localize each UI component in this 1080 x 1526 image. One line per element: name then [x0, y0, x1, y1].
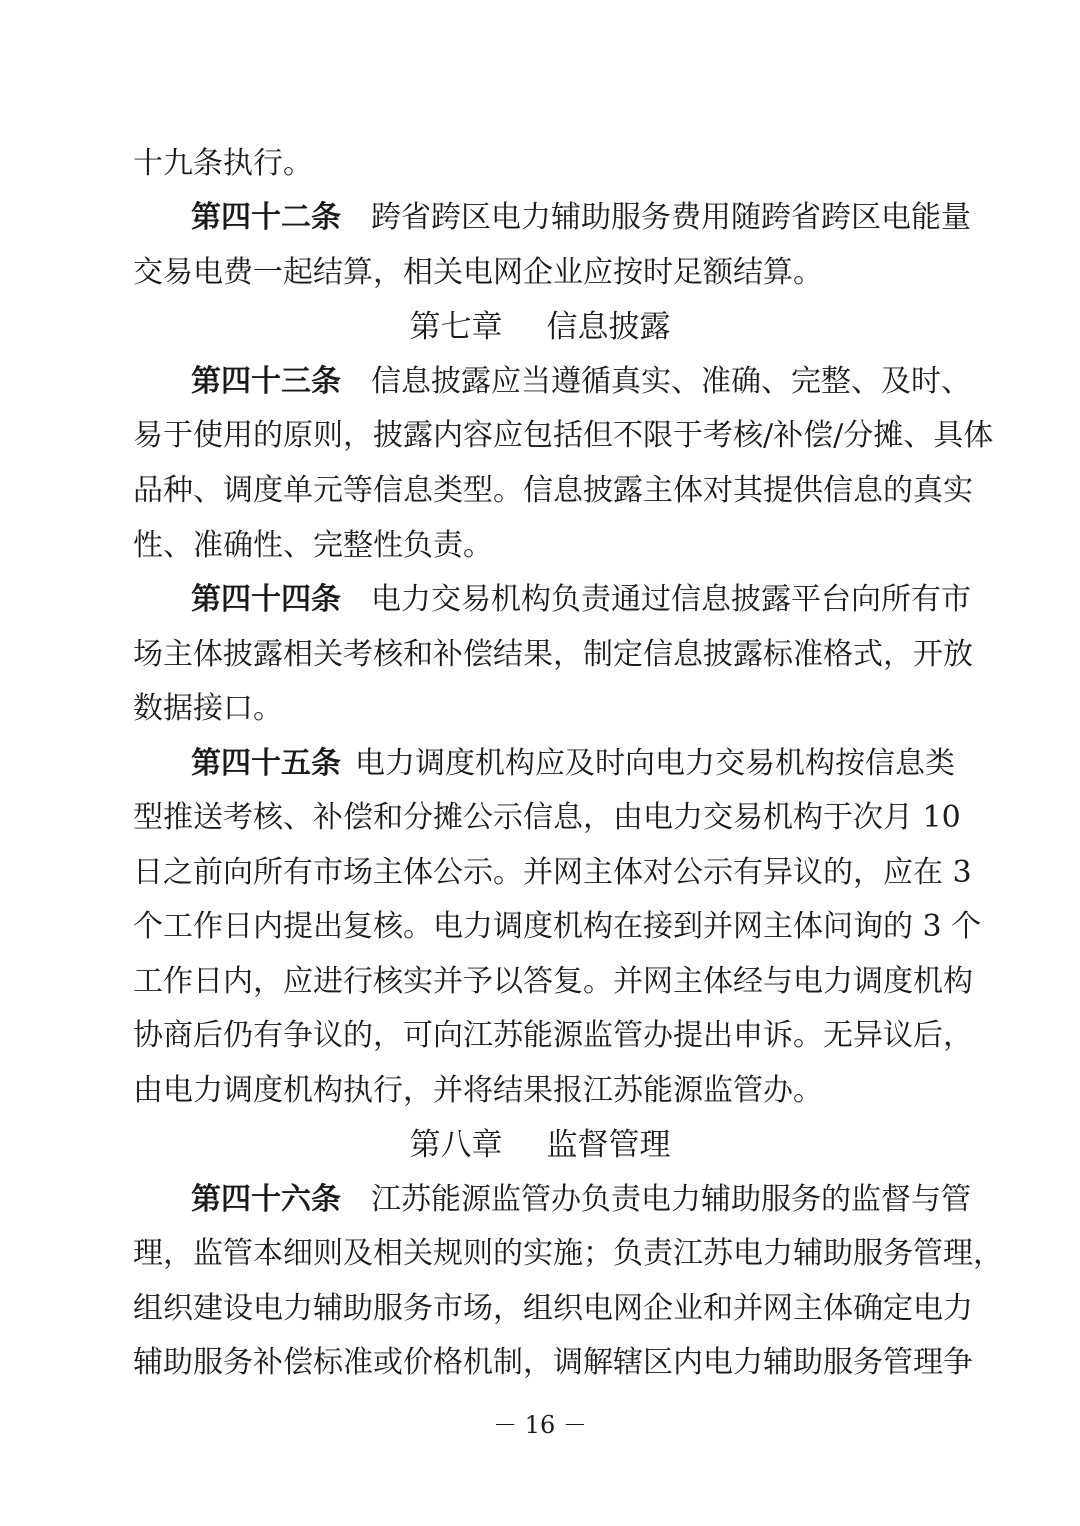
- chapter-number: 第七章: [409, 309, 503, 345]
- text-line: 辅助服务补偿标准或价格机制，调解辖区内电力辅助服务管理争: [133, 1345, 973, 1380]
- text-line: 品种、调度单元等信息类型。信息披露主体对其提供信息的真实: [133, 473, 973, 508]
- article-number: 第四十三条: [191, 364, 341, 399]
- chapter-heading: [0, 307, 1080, 347]
- article-number: 第四十五条: [191, 746, 341, 781]
- article-42-first-line: [191, 198, 971, 238]
- article-43-first-line: [191, 362, 971, 402]
- text-line: 性、准确性、完整性负责。: [133, 528, 493, 563]
- text-line: 组织建设电力辅助服务市场，组织电网企业和并网主体确定电力: [133, 1291, 973, 1326]
- chapter-title: 信息披露: [546, 309, 671, 345]
- article-text: 信息披露应当遵循真实、准确、完整、及时、: [371, 364, 971, 399]
- article-number: 第四十四条: [191, 582, 341, 617]
- text-line: 交易电费一起结算，相关电网企业应按时足额结算。: [133, 255, 823, 290]
- article-text: 电力调度机构应及时向电力交易机构按信息类: [355, 746, 955, 781]
- text-line: 易于使用的原则，披露内容应包括但不限于考核/补偿/分摊、具体: [133, 418, 994, 453]
- chapter-title: 监督管理: [546, 1127, 671, 1163]
- chapter-number: 第八章: [409, 1127, 503, 1163]
- article-45-first-line: [191, 744, 955, 784]
- article-number: 第四十六条: [191, 1182, 341, 1217]
- article-44-first-line: [191, 580, 971, 620]
- article-text: 江苏能源监管办负责电力辅助服务的监督与管: [371, 1182, 971, 1217]
- text-line: 型推送考核、补偿和分摊公示信息，由电力交易机构于次月 10: [133, 800, 961, 835]
- text-line: 协商后仍有争议的，可向江苏能源监管办提出申诉。无异议后，: [133, 1018, 973, 1053]
- text-line: 理，监管本细则及相关规则的实施；负责江苏电力辅助服务管理，: [133, 1236, 1003, 1271]
- text-line: 十九条执行。: [133, 146, 313, 181]
- article-46-first-line: [191, 1180, 971, 1220]
- text-line: 个工作日内提出复核。电力调度机构在接到并网主体问询的 3 个: [133, 909, 982, 944]
- text-line: 由电力调度机构执行，并将结果报江苏能源监管办。: [133, 1073, 823, 1108]
- text-line: 数据接口。: [133, 691, 283, 726]
- article-number: 第四十二条: [191, 200, 341, 235]
- article-text: 跨省跨区电力辅助服务费用随跨省跨区电能量: [371, 200, 971, 235]
- chapter-heading: [0, 1125, 1080, 1165]
- article-text: 电力交易机构负责通过信息披露平台向所有市: [371, 582, 971, 617]
- text-line: 工作日内，应进行核实并予以答复。并网主体经与电力调度机构: [133, 964, 973, 999]
- text-line: 场主体披露相关考核和补偿结果，制定信息披露标准格式，开放: [133, 637, 973, 672]
- text-line: 日之前向所有市场主体公示。并网主体对公示有异议的，应在 3: [133, 855, 972, 890]
- page-number: － 16 －: [493, 1411, 587, 1439]
